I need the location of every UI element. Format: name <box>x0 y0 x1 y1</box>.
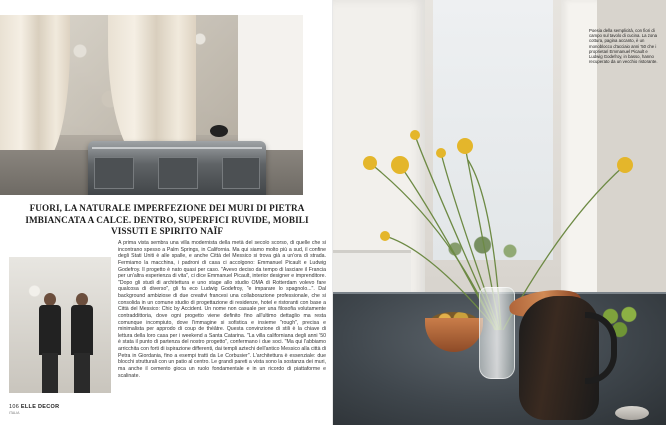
photo-caption: Poesia della semplicità, con fiori di campo sul tavolo di cucina. La zona cottura, pagina accanto, è un monoblocco d'acciaio anni '50 che i proprietari Emmanuel Picault e Ludwig Godefroy, in basso, hanno recuperato da un vecchio ristorante. <box>589 28 658 65</box>
folio-sub: ITALIA <box>9 411 20 415</box>
island-panel <box>222 157 260 189</box>
article-paragraph: A prima vista sembra una villa modernista della metà del secolo scorso, di quelle che si incontrano spesso a Palm Springs, in California. Ma qui siamo molto più a sud, il confine degli Stati Uniti è alle spalle, e anche Città del Messico si trova già a un'ora di strada. Fermiamo la macchina, i padroni di casa ci accolgono: Emmanuel Picault e Ludwig Godefroy. Il progetto è nato quasi per caso. "Avevo deciso da tempo di lasciare il Francia per un'altra esperienza di vita", ci dice Emmanuel Picault, interior designer e imprenditore. "Dopo gli studi di architettura e uno stage allo studio OMA di Rotterdam volevo fare qualcosa di diverso", gli fa eco Ludwig Godefroy, "e imparare lo spagnolo...". Dal background ambiziose di due creativi francesi una collaborazione professionale, che si consolida in un comune studio di progettazione di residenze, hotel e ristoranti con base a Città del Messico: Chic by Accident. Un nome non casuale per una filosofia volutamente contraddittoria, dove ogni progetto viene definito fino all'ultimo dettaglio ma resta comunque incompiuto, dove l'immagine si sofistica e insieme "rough", precisa e minimalista per approdo di coup de théâtre. Questa convinzione di stili è la chiave di lettura della loro casa per i weekend a Santa Catarina. "La villa californiana degli anni '50 è stata il punto di partenza del nostro progetto", confermano i due soci. "Ma qui l'abbiamo arricchita con forti di ispirazione differenti, dai templi aztechi dell'antico Messico alla città di Petra in Giordania, fino a esempi tratti da Le Corbusier". L'architettura è essenziale: due blocchi strutturali con un patio al centro. Le grandi pareti a vista sono la sostanza dei muri, ma anche il cemento gioca un ruolo fondamentale e in un ricordo di piattaforme e scalinate. <box>118 240 326 379</box>
person-body <box>71 305 93 355</box>
steel-kitchen-island <box>88 141 266 195</box>
folio <box>9 404 59 410</box>
kitchen-photo <box>0 15 303 195</box>
curtain-left <box>0 15 70 165</box>
cooking-pot <box>210 125 228 137</box>
island-panel <box>158 157 198 189</box>
flower-heads <box>363 130 633 241</box>
flower-head <box>363 156 377 170</box>
caption-title: FUORI, LA NATURALE IMPERFEZIONE DEI MURI DI PIETRA IMBIANCATA A CALCE. DENTRO, SUPERFICI RUVIDE, MOBILI VISSUTI E SPIRITO NAÏF <box>25 203 309 236</box>
person-legs <box>74 353 90 393</box>
cup <box>615 406 649 420</box>
person-left <box>39 293 61 393</box>
island-panel <box>94 157 134 189</box>
flower-stem <box>370 163 495 330</box>
flower-head <box>391 156 409 174</box>
owners-portrait-photo <box>9 257 111 393</box>
article-body <box>118 240 326 379</box>
person-legs <box>42 353 58 393</box>
person-body <box>39 305 61 355</box>
page-number: 106 <box>9 404 20 410</box>
flower-head <box>436 148 446 158</box>
right-page <box>333 0 666 425</box>
flower-head <box>410 130 420 140</box>
flower-head <box>617 157 633 173</box>
person-right <box>71 293 93 393</box>
window-opening <box>238 15 303 155</box>
flower-head <box>380 231 390 241</box>
magazine-name: ELLE DECOR <box>20 404 60 410</box>
glass-vase <box>479 287 515 379</box>
flower-head <box>457 138 473 154</box>
